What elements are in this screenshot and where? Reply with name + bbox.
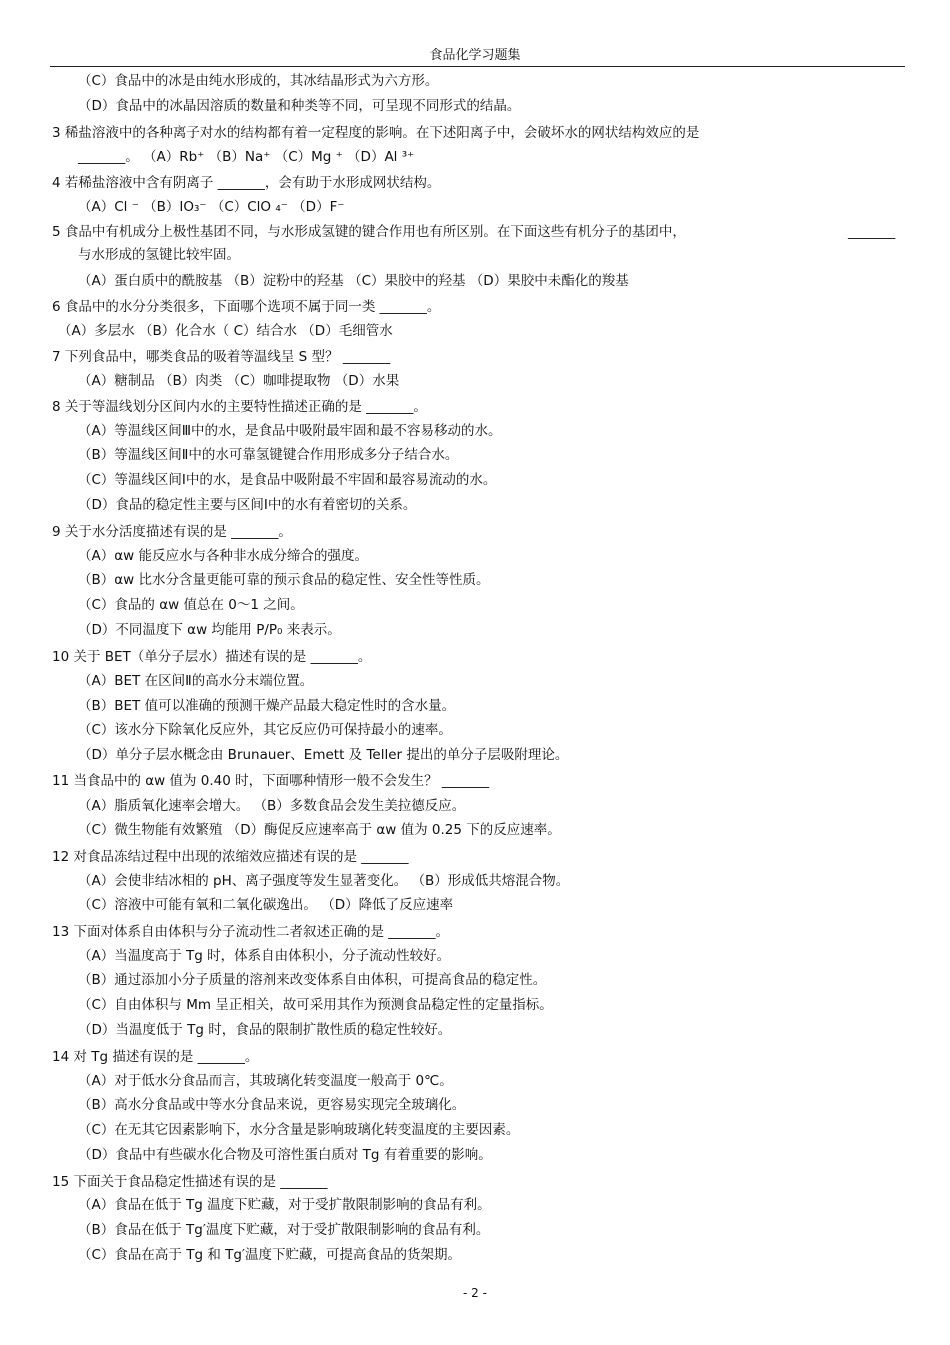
text-line: （B）等温线区间Ⅱ中的水可靠氢键键合作用形成多分子结合水。 [78, 447, 459, 463]
text-line: （D）食品中的冰晶因溶质的数量和种类等不同，可呈现不同形式的结晶。 [78, 98, 521, 114]
text-line: 13 下面对体系自由体积与分子流动性二者叙述正确的是 _______。 [52, 924, 450, 940]
text-line: _______ [848, 224, 896, 240]
text-line: （C）食品的 αw 值总在 0～1 之间。 [78, 597, 304, 613]
text-line: （A）Cl ⁻ （B）IO₃⁻ （C）ClO ₄⁻ （D）F⁻ [78, 199, 345, 215]
text-line: （C）等温线区间Ⅰ中的水，是食品中吸附最不牢固和最容易流动的水。 [78, 472, 497, 488]
text-line: 6 食品中的水分分类很多，下面哪个选项不属于同一类 _______。 [52, 299, 441, 315]
text-line: （A）当温度高于 Tg 时，体系自由体积小，分子流动性较好。 [78, 948, 451, 964]
text-line: （A）等温线区间Ⅲ中的水，是食品中吸附最牢固和最不容易移动的水。 [78, 423, 502, 439]
text-line: （B）αw 比水分含量更能可靠的预示食品的稳定性、安全性等性质。 [78, 572, 490, 588]
text-line: （C）自由体积与 Mm 呈正相关，故可采用其作为预测食品稳定性的定量指标。 [78, 997, 553, 1013]
text-line: 与水形成的氢键比较牢固。 [78, 247, 240, 263]
text-line: （C）食品中的冰是由纯水形成的，其冰结晶形式为六方形。 [78, 73, 439, 89]
text-line: （A）会使非结冰相的 pH、离子强度等发生显著变化。 （B）形成低共熔混合物。 [78, 873, 570, 889]
text-line: （D）单分子层水概念由 Brunauer、Emett 及 Teller 提出的单分子层吸附理论。 [78, 747, 569, 763]
page-number: - 2 - [463, 1286, 487, 1300]
text-line: 7 下列食品中，哪类食品的吸着等温线呈 S 型？ _______ [52, 349, 391, 365]
text-line: （D）不同温度下 αw 均能用 P/P₀ 来表示。 [78, 622, 341, 638]
text-line: （C）微生物能有效繁殖 （D）酶促反应速率高于 αw 值为 0.25 下的反应速率。 [78, 822, 561, 838]
text-line: 11 当食品中的 αw 值为 0.40 时，下面哪种情形一般不会发生？ _______ [52, 773, 490, 789]
text-line: （C）该水分下除氧化反应外，其它反应仍可保持最小的速率。 [78, 722, 452, 738]
text-line: （A）BET 在区间Ⅱ的高水分末端位置。 [78, 673, 314, 689]
text-line: _______。 （A）Rb⁺ （B）Na⁺ （C）Mg ⁺ （D）Al ³⁺ [78, 149, 415, 165]
text-line: 9 关于水分活度描述有误的是 _______。 [52, 524, 292, 540]
text-line: （C）在无其它因素影响下，水分含量是影响玻璃化转变温度的主要因素。 [78, 1122, 520, 1138]
text-line: （A）蛋白质中的酰胺基 （B）淀粉中的羟基 （C）果胶中的羟基 （D）果胶中未酯化的羧基 [78, 273, 629, 289]
text-line: （A）脂质氧化速率会增大。 （B）多数食品会发生美拉德反应。 [78, 798, 466, 814]
text-line: （C）食品在高于 Tg 和 Tg′温度下贮藏，可提高食品的货架期。 [78, 1247, 461, 1263]
text-line: （A）多层水 （B）化合水（ C）结合水 （D）毛细管水 [58, 323, 393, 339]
page-header-title: 食品化学习题集 [429, 48, 521, 63]
text-line: 12 对食品冻结过程中出现的浓缩效应描述有误的是 _______ [52, 849, 409, 865]
text-line: （A）对于低水分食品而言，其玻璃化转变温度一般高于 0℃。 [78, 1073, 453, 1089]
text-line: 5 食品中有机成分上极性基团不同，与水形成氢键的键合作用也有所区别。在下面这些有机分子的基团中， [52, 224, 686, 240]
text-line: 10 关于 BET（单分子层水）描述有误的是 _______。 [52, 649, 372, 665]
text-line: （A）αw 能反应水与各种非水成分缔合的强度。 [78, 548, 368, 564]
text-line: 15 下面关于食品稳定性描述有误的是 _______ [52, 1174, 328, 1190]
text-line: 4 若稀盐溶液中含有阴离子 _______，会有助于水形成网状结构。 [52, 175, 441, 191]
text-line: （B）食品在低于 Tg′温度下贮藏，对于受扩散限制影响的食品有利。 [78, 1222, 490, 1238]
header-divider [50, 66, 905, 67]
text-line: （D）食品中有些碳水化合物及可溶性蛋白质对 Tg 有着重要的影响。 [78, 1147, 492, 1163]
text-line: （B）通过添加小分子质量的溶剂来改变体系自由体积，可提高食品的稳定性。 [78, 972, 547, 988]
text-line: 8 关于等温线划分区间内水的主要特性描述正确的是 _______。 [52, 399, 427, 415]
text-line: （A）食品在低于 Tg 温度下贮藏，对于受扩散限制影响的食品有利。 [78, 1197, 491, 1213]
text-line: （C）溶液中可能有氧和二氧化碳逸出。 （D）降低了反应速率 [78, 897, 454, 913]
text-line: （D）食品的稳定性主要与区间Ⅰ中的水有着密切的关系。 [78, 497, 417, 513]
text-line: 3 稀盐溶液中的各种离子对水的结构都有着一定程度的影响。在下述阳离子中，会破坏水的网状结构效应的是 [52, 125, 700, 141]
text-line: （B）高水分食品或中等水分食品来说，更容易实现完全玻璃化。 [78, 1097, 466, 1113]
text-line: （A）糖制品 （B）肉类 （C）咖啡提取物 （D）水果 [78, 373, 400, 389]
text-line: （D）当温度低于 Tg 时，食品的限制扩散性质的稳定性较好。 [78, 1022, 452, 1038]
text-line: 14 对 Tg 描述有误的是 _______。 [52, 1049, 259, 1065]
text-line: （B）BET 值可以准确的预测干燥产品最大稳定性时的含水量。 [78, 698, 456, 714]
